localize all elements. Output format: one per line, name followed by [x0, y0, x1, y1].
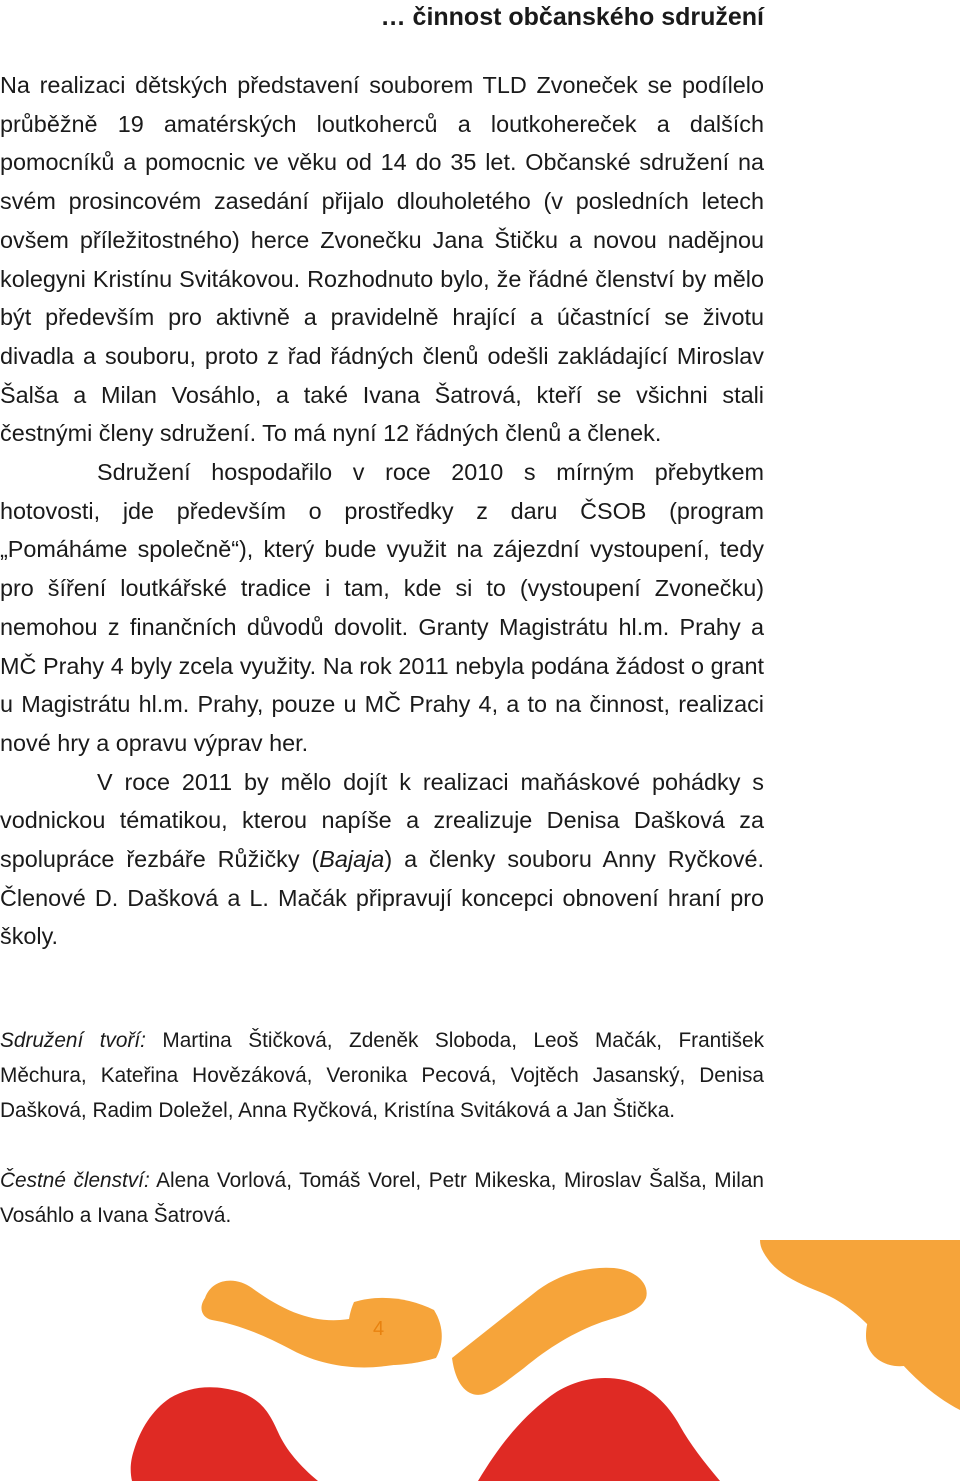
body-text	[0, 66, 764, 956]
paragraph-text: V roce 2011 by mělo dojít k realizaci maňáskové pohádky s vodnickou tématikou, kterou napíše a zrealizuje Denisa Dašková za spolupráce řezbáře Růžičky (	[0, 768, 764, 873]
page-number: 4	[373, 1318, 385, 1340]
honorary-section	[0, 1163, 764, 1233]
decor-orange-square	[348, 1298, 442, 1365]
paragraph-italic-name: Bajaja	[319, 846, 385, 873]
decorative-jester-logo	[0, 1240, 960, 1481]
paragraph-performers	[0, 66, 764, 453]
paragraph-text: ) a členky souboru Anny Ryčkové. Členové D. Dašková a L. Mačák připravují koncepci obnovení hraní pro školy.	[0, 846, 764, 950]
members-label: Sdružení tvoří:	[0, 1029, 146, 1052]
honorary-list: Alena Vorlová, Tomáš Vorel, Petr Mikeska, Miroslav Šalša, Milan Vosáhlo a Ivana Šatrová.	[0, 1169, 764, 1227]
members-list: Martina Štičková, Zdeněk Sloboda, Leoš Mačák, František Měchura, Kateřina Hovězáková, Veronika Pecová, Vojtěch Jasanský, Denisa Dašková, Radim Doležel, Anna Ryčková, Kristína Svitáková a Jan Štička.	[0, 1029, 764, 1122]
paragraph-text: Na realizaci dětských představení souborem TLD Zvoneček se podílelo průběžně 19 amatérských loutkoherců a loutkohereček a dalších pomocníků a pomocnic ve věku od 14 do 35 let. Občanské sdružení na svém prosincovém zasedání přijalo dlouholetého (v posledních letech ovšem příležitostného) herce Zvonečku Jana Štičku a novou nadějnou kolegyni Kristínu Svitákovou. Rozhodnuto bylo, že řádné členství by mělo být především pro aktivně a pravidelně hrající a účastnící se životu divadla a souboru, proto z řad řádných členů odešli zakládající Miroslav Šalša a Milan Vosáhlo, a také Ivana Šatrová, kteří se všichni stali čestnými členy sdružení. To má nyní 12 řádných členů a členek.	[0, 72, 764, 447]
paragraph-finances	[0, 453, 764, 763]
decor-orange-right-arm	[452, 1268, 647, 1395]
paragraph-text: Sdružení hospodařilo v roce 2010 s mírným přebytkem hotovosti, jde především o prostředky z daru ČSOB (program „Pomáháme společně“), který bude využit na zájezdní vystoupení, tedy pro šíření loutkářské tradice i tam, kde si to (vystoupení Zvonečku) nemohou z finančních důvodů dovolit. Granty Magistrátu hl.m. Prahy a MČ Prahy 4 byly zcela využity. Na rok 2011 nebyla podána žádost o grant u Magistrátu hl.m. Prahy, pouze u MČ Prahy 4, a to na činnost, realizaci nové hry a opravu výprav her.	[0, 459, 764, 756]
decor-red-left	[131, 1387, 318, 1481]
members-section	[0, 1023, 764, 1128]
decor-orange-far-right	[760, 1240, 960, 1410]
members-paragraph	[0, 1023, 764, 1128]
page-title: … činnost občanského sdružení	[380, 3, 764, 31]
honorary-paragraph	[0, 1163, 764, 1233]
decor-red-right	[478, 1378, 720, 1481]
paragraph-plans-2011	[0, 763, 764, 957]
honorary-label: Čestné členství:	[0, 1169, 150, 1192]
